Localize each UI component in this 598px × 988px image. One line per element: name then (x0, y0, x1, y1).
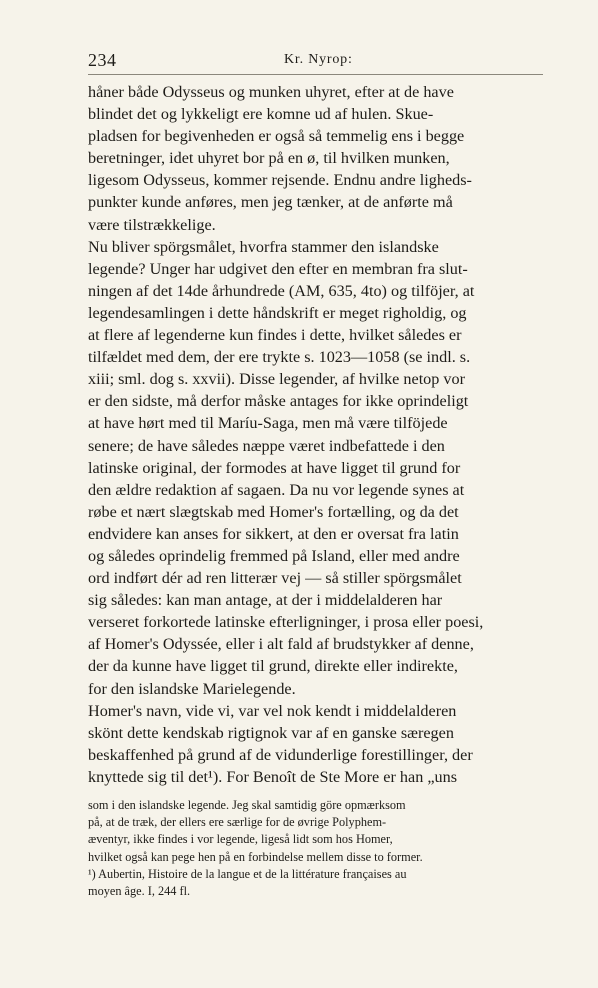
body-line: håner både Odysseus og munken uhyret, efter at de have (88, 83, 454, 101)
body-line: for den islandske Marielegende. (88, 679, 296, 698)
body-line: legende? Unger har udgivet den efter en membran fra slut- (88, 259, 468, 278)
body-line: Homer's navn, vide vi, var vel nok kendt i middelalderen (88, 701, 457, 720)
body-line: knyttede sig til det¹). For Benoît de Ste More er han „uns (88, 767, 458, 786)
footnote-line: ¹) Aubertin, Histoire de la langue et de la littérature françaises au (88, 866, 407, 881)
body-line: blindet det og lykkeligt ere komne ud af hulen. Skue- (88, 105, 434, 124)
body-line: pladsen for begivenheden er også så temmelig ens i begge (88, 127, 465, 146)
body-line: skönt dette kendskab rigtignok var af en ganske særegen (88, 723, 454, 742)
body-line: beskaffenhed på grund af de vidunderlige forestillinger, der (88, 745, 473, 764)
body-line: endvidere kan anses for sikkert, at den er oversat fra latin (88, 524, 459, 543)
body-line: tilfældet med dem, der ere trykte s. 1023—1058 (se indl. s. (88, 348, 471, 367)
body-line: røbe et nært slægtskab med Homer's fortælling, og da det (88, 502, 459, 521)
body-line: være tilstrækkelige. (88, 215, 216, 234)
body-line: ningen af det 14de århundrede (AM, 635, 4to) og tilföjer, at (88, 281, 475, 300)
body-line: punkter kunde anføres, men jeg tænker, at de anførte må (88, 193, 453, 212)
body-line: den ældre redaktion af sagaen. Da nu vor legende synes at (88, 480, 465, 499)
running-head: Kr. Nyrop: (284, 52, 353, 67)
body-line: senere; de have således næppe været indbefattede i den (88, 436, 445, 455)
body-line: er den sidste, må derfor måske antages for ikke oprindeligt (88, 392, 469, 411)
footnote-line: som i den islandske legende. Jeg skal samtidig göre opmærksom (88, 798, 406, 812)
page-header (88, 50, 543, 72)
body-line: og således oprindelig fremmed på Island, eller med andre (88, 546, 460, 565)
page-number: 234 (88, 50, 117, 70)
header-rule (88, 74, 543, 75)
body-line: ord indført dér ad ren litterær vej — så stiller spörgsmålet (88, 569, 462, 588)
body-line: af Homer's Odyssée, eller i alt fald af brudstykker af denne, (88, 635, 474, 654)
body-line: at have hørt med til Maríu-Saga, men må være tilföjede (88, 414, 448, 433)
body-text (88, 81, 548, 788)
body-line: der da kunne have ligget til grund, direkte eller indirekte, (88, 657, 458, 676)
footnote-line: moyen âge. I, 244 fl. (88, 883, 191, 898)
body-line: Nu bliver spörgsmålet, hvorfra stammer den islandske (88, 237, 439, 256)
body-line: verseret forkortede latinske efterligninger, i prosa eller poesi, (88, 613, 484, 632)
footnote-line: hvilket også kan pege hen på en forbindelse mellem disse to former. (88, 849, 423, 864)
body-line: sig således: kan man antage, at der i middelalderen har (88, 591, 443, 610)
body-line: legendesamlingen i dette håndskrift er meget righoldig, og (88, 303, 467, 322)
body-line: beretninger, idet uhyret bor på en ø, til hvilken munken, (88, 149, 450, 168)
footnote-line: æventyr, ikke findes i vor legende, ligeså lidt som hos Homer, (88, 832, 393, 847)
body-line: latinske original, der formodes at have ligget til grund for (88, 458, 461, 477)
body-line: at flere af legenderne kun findes i dette, hvilket således er (88, 326, 462, 345)
footnote-line: på, at de træk, der ellers ere særlige for de øvrige Polyphem- (88, 815, 387, 830)
footnotes (88, 797, 548, 900)
body-line: xiii; sml. dog s. xxvii). Disse legender, af hvilke netop vor (88, 370, 465, 389)
body-line: ligesom Odysseus, kommer rejsende. Endnu andre ligheds- (88, 171, 472, 190)
